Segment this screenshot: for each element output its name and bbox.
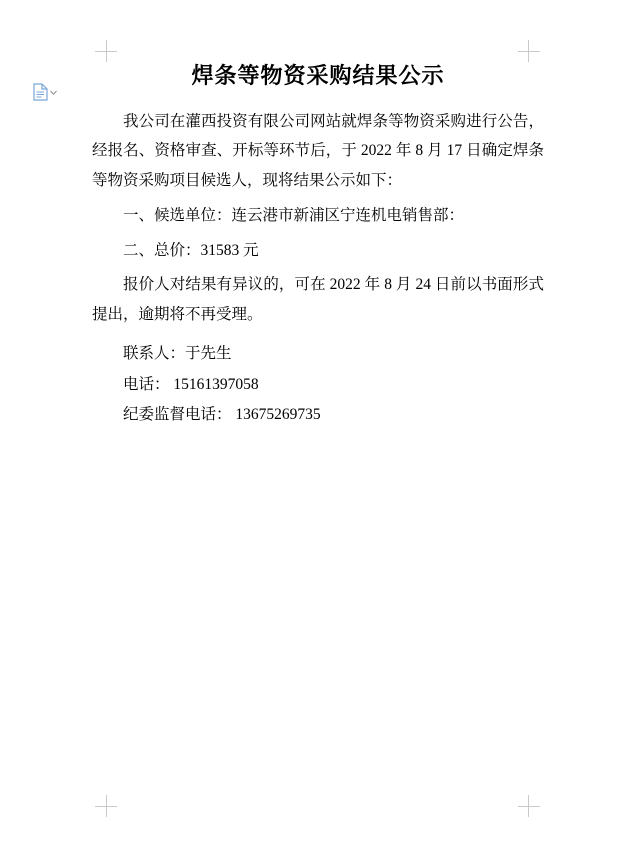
paragraph-candidate-unit: 一、候选单位：连云港市新浦区宁连机电销售部： xyxy=(123,206,465,224)
page-title: 焊条等物资采购结果公示 xyxy=(191,63,445,88)
paragraph-intro: 我公司在灌西投资有限公司网站就焊条等物资采购进行公告，经报名、资格审查、开标等环节后，于 2022 年 8 月 17 日确定焊条等物资采购项目候选人，现将结果公示如下： xyxy=(92,112,544,190)
contact-phone: 电话： 15161397058 xyxy=(123,375,259,393)
paragraph-total-price: 二、总价：31583 元 xyxy=(123,241,259,259)
discipline-supervision-phone: 纪委监督电话： 13675269735 xyxy=(123,406,321,424)
paragraph-objection-notice: 报价人对结果有异议的，可在 2022 年 8 月 24 日前以书面形式提出，逾期将不再受理。 xyxy=(92,276,544,324)
document-page-icon xyxy=(33,83,48,101)
document-icon-group[interactable] xyxy=(33,82,59,102)
crop-mark-top-right-horizontal xyxy=(518,51,540,52)
crop-mark-bottom-right-horizontal xyxy=(518,806,540,807)
contact-person: 联系人：于先生 xyxy=(123,344,232,362)
crop-mark-top-left-horizontal xyxy=(95,51,117,52)
chevron-down-icon[interactable] xyxy=(50,89,57,96)
document-body xyxy=(92,62,544,431)
crop-mark-bottom-left-horizontal xyxy=(95,806,117,807)
